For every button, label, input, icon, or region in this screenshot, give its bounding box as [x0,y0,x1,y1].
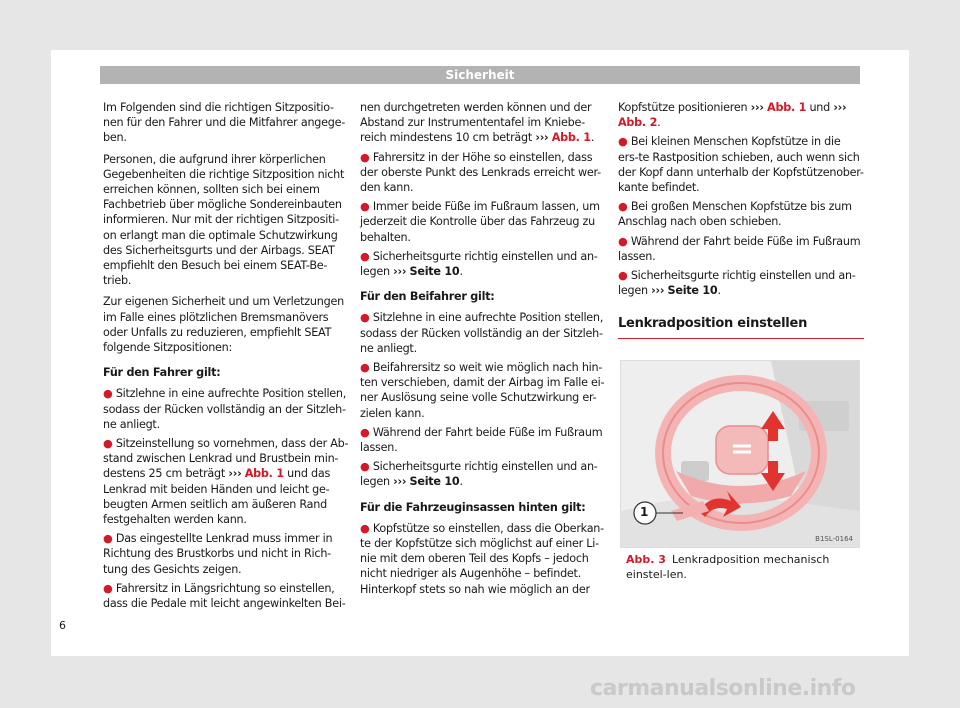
bullet-icon: ● [360,249,370,263]
arrow-icon: ››› [833,101,847,114]
caption-label: Abb. 3 [626,553,666,566]
paragraph: Im Folgenden sind die richtigen Sitzpositio-nen für den Fahrer und die Mitfahrer angege-ben. [103,101,346,145]
figure-link[interactable]: Abb. 2 [618,116,658,130]
bullet-icon: ● [360,425,370,439]
list-item: ● Während der Fahrt beide Füße im Fußraum lassen. [360,425,603,455]
paragraph: Kopfstütze positionieren ››› Abb. 1 und ››› Abb. 2. [618,101,847,130]
arrow-icon: ››› [750,101,764,114]
list-item: ● Sitzlehne in eine aufrechte Position stellen, sodass der Rücken vollständig an der Sitzleh-ne anliegt. [360,311,604,355]
bullet-icon: ● [360,361,370,375]
page-link[interactable]: Seite 10 [409,475,460,489]
page-link[interactable]: Seite 10 [667,284,718,298]
column-3 [618,100,864,339]
arrow-icon: ››› [651,284,665,298]
list-item: ● Sicherheitsgurte richtig einstellen und an-legen ››› Seite 10. [360,460,598,489]
list-item: ● Sitzlehne in eine aufrechte Position stellen, sodass der Rücken vollständig an der Sitzleh-ne anliegt. [103,387,347,431]
figure-code: B1SL-0164 [815,535,853,543]
bullet-icon: ● [103,581,113,595]
watermark: carmanualsonline.info [590,676,856,701]
bullet-icon: ● [618,269,628,283]
figure-link[interactable]: Abb. 1 [244,467,284,481]
figure-callout: 1 [640,505,649,519]
subheading-passenger: Für den Beifahrer gilt: [360,290,495,304]
list-item: ● Das eingestellte Lenkrad muss immer in Richtung des Brustkorbs und nicht in Rich-tung des Gesichts zeigen. [103,532,333,576]
figure-link[interactable]: Abb. 1 [767,101,807,114]
list-item: ● Sicherheitsgurte richtig einstellen und an-legen ››› Seite 10. [618,269,856,298]
subheading-rear: Für die Fahrzeuginsassen hinten gilt: [360,500,586,514]
column-2 [360,100,606,601]
arrow-icon: ››› [535,131,549,145]
paragraph: nen durchgetreten werden können und der Abstand zur Instrumententafel im Kniebe-reich mindestens 10 cm beträgt ››› Abb. 1. [360,101,595,145]
steering-wheel-figure [620,360,860,548]
figure-link[interactable]: Abb. 1 [551,131,591,145]
section-header: Sicherheit [100,66,860,84]
page-link[interactable]: Seite 10 [409,265,460,279]
paragraph: Zur eigenen Sicherheit und um Verletzungen im Falle eines plötzlichen Bremsmanövers oder Unfalls zu reduzieren, empfiehlt SEAT folgende Sitzpositionen: [103,295,344,355]
steering-wheel-illustration [621,361,859,547]
bullet-icon: ● [103,532,113,546]
figure-caption [626,552,856,582]
bullet-icon: ● [360,150,370,164]
paragraph: Personen, die aufgrund ihrer körperlichen Gegebenheiten die richtige Sitzposition nicht erreichen können, sollten sich bei einem Fachbetrieb über mögliche Sondereinbauten informieren. Nur mit der richtigen Sitzpositi-on erlangt man die optimale Schutzwirkung des Sicherheitsgurts und der Airbags. SEAT empfiehlt den Besuch bei einem SEAT-Be-trieb. [103,152,345,288]
list-item: ● Sitzeinstellung so vornehmen, dass der Ab-stand zwischen Lenkrad und Brustbein min-destens 25 cm beträgt ››› Abb. 1 und das Lenkrad mit beiden Händen und leicht ge-beugten Armen seitlich am äußeren Rand festgehalten werden kann. [103,437,349,527]
list-item: ● Fahrersitz in Längsrichtung so einstellen, dass die Pedale mit leicht angewinkelten Bei- [103,581,346,611]
section-title: Lenkradposition einstellen [618,316,864,338]
arrow-icon: ››› [393,265,407,279]
bullet-icon: ● [618,234,628,248]
bullet-icon: ● [360,200,370,214]
arrow-icon: ››› [393,475,407,489]
subheading-driver: Für den Fahrer gilt: [103,366,221,380]
arrow-icon: ››› [228,467,242,481]
list-item: ● Beifahrersitz so weit wie möglich nach hin-ten verschieben, damit der Airbag im Falle ei-ner Auslösung seine volle Schutzwirkung er-zielen kann. [360,361,605,420]
caption-text: Lenkradposition mechanisch einstel-len. [626,553,830,581]
list-item: ● Während der Fahrt beide Füße im Fußraum lassen. [618,234,861,263]
list-item: ● Kopfstütze so einstellen, dass die Oberkan-te der Kopfstütze sich möglichst auf einer Li-nie mit dem oberen Teil des Kopfs – jedoch nicht niedriger als Augenhöhe – befindet. Hinterkopf stets so nah wie möglich an der [360,521,604,596]
list-item: ● Fahrersitz in der Höhe so einstellen, dass der oberste Punkt des Lenkrads erreicht wer-den kann. [360,150,601,195]
bullet-icon: ● [360,460,370,474]
list-item: ● Bei kleinen Menschen Kopfstütze in die ers-te Rastposition schieben, auch wenn sich der Kopf dann unterhalb der Kopfstützenober-kante befindet. [618,135,864,195]
bullet-icon: ● [103,437,113,451]
column-1 [103,100,349,615]
bullet-icon: ● [103,387,113,401]
list-item: ● Sicherheitsgurte richtig einstellen und an-legen ››› Seite 10. [360,249,598,279]
list-item: ● Bei großen Menschen Kopfstütze bis zum Anschlag nach oben schieben. [618,200,852,229]
bullet-icon: ● [360,521,370,535]
bullet-icon: ● [360,311,370,325]
bullet-icon: ● [618,135,628,149]
list-item: ● Immer beide Füße im Fußraum lassen, um jederzeit die Kontrolle über das Fahrzeug zu behalten. [360,200,600,244]
bullet-icon: ● [618,200,628,214]
page-number: 6 [59,619,66,632]
